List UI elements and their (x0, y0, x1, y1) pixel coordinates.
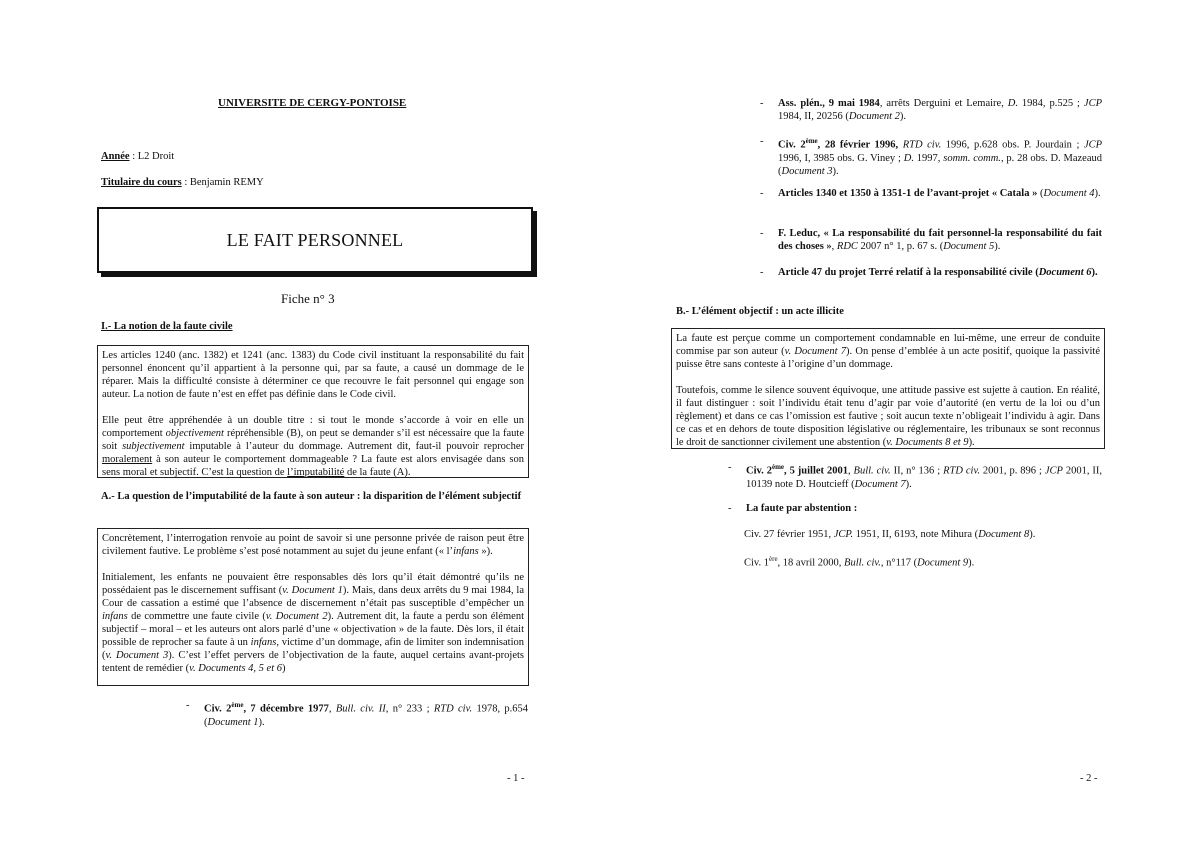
page-number-1: - 1 - (507, 773, 525, 784)
sectionB-heading: B.- L’élément objectif : un acte illicite (676, 306, 844, 317)
objectif-paragraph-2: Toutefois, comme le silence souvent équivoque, une attitude passive est sujette à caution. En réalité, il faut distinguer : soit l’individu était tenu d’agir par voie d’autorité (en vertu de la loi ou d’un règlement) et dans ce cas l’omission est fautive ; soit aucun texte n’obligeait l’individu à agir. Dans ce cas et en dehors de toute disposition législative ou réglementaire, les tribunaux se sont reconnus le droit de sanctionner civilement une abstention (v. Documents 8 et 9). (676, 385, 1100, 448)
imputabilite-paragraph-1: Concrètement, l’interrogation renvoie au point de savoir si une personne privée de raison peut être civilement fautive. Le problème s’est posé notamment au sujet du jeune enfant (« l’infans »). (102, 533, 524, 557)
sectionA-heading: A.- La question de l’imputabilité de la faute à son auteur : la disparition de l’élément subjectif (101, 491, 522, 502)
intro-paragraph-1: Les articles 1240 (anc. 1382) et 1241 (anc. 1383) du Code civil instituant la responsabilité du fait personnel énoncent qu’il appartient à la personne qui, par sa faute, a causé un dommage de le réparer. Mais la difficulté consiste à déterminer ce que recouvre le fait personnel qui engage son auteur. La notion de faute n’est en effet pas définie dans le Code civil. (102, 350, 524, 400)
bullet-dash: - (186, 700, 190, 711)
bullet-ass-plen-1984: - Ass. plén., 9 mai 1984, arrêts Derguini et Lemaire, D. 1984, p.525 ; JCP 1984, II, 20256 (Document 2). (760, 98, 1102, 122)
ref-civ-2000: Civ. 1ère, 18 avril 2000, Bull. civ., n°117 (Document 9). (744, 555, 975, 569)
annee-line (101, 150, 174, 163)
bullet-faute-abstention: - La faute par abstention : (728, 503, 858, 514)
titulaire-label: Titulaire du cours (101, 177, 182, 188)
element-objectif-box (671, 328, 1105, 449)
title-box (97, 207, 533, 273)
document-title: LE FAIT PERSONNEL (226, 229, 404, 250)
bullet-civ-2001: - Civ. 2ème, 5 juillet 2001, Bull. civ. II, n° 136 ; RTD civ. 2001, p. 896 ; JCP 2001, II, 10139 note D. Houtcieff (Document 7). (728, 462, 1103, 490)
page-number-2: - 2 - (1080, 773, 1098, 784)
fiche-number: Fiche n° 3 (281, 291, 335, 306)
titulaire-value: : Benjamin REMY (181, 177, 264, 188)
intro-paragraph-2: Elle peut être appréhendée à un double titre : si tout le monde s’accorde à voir en elle un comportement objectivement répréhensible (B), on peut se demander s’il est nécessaire que la faute soit subjectivement imputable à l’auteur du dommage. Autrement dit, faut-il pouvoir reprocher moralement à son auteur le comportement dommageable ? La faute est alors envisagée dans son sens moral et subjectif. C’est la question de l’imputabilité de la faute (A). (102, 415, 525, 478)
bullet-text: Civ. 2ème, 7 décembre 1977, Bull. civ. II, n° 233 ; RTD civ. 1978, p.654 (Document 1). (204, 701, 529, 728)
bullet-civ-1977 (186, 699, 528, 729)
titulaire-line (101, 176, 264, 189)
imputabilite-box (97, 528, 529, 686)
intro-box (97, 345, 529, 478)
objectif-paragraph-1: La faute est perçue comme un comportement condamnable en lui-même, une erreur de conduite commise par son auteur (v. Document 7). On pense d’emblée à un acte positif, quoique la passivité puisse être sans conteste à l’origine d’un dommage. (676, 333, 1100, 370)
university-name: UNIVERSITE DE CERGY-PONTOISE (218, 97, 407, 109)
annee-value: : L2 Droit (129, 151, 175, 162)
bullet-catala: - Articles 1340 et 1350 à 1351-1 de l’avant-projet « Catala » (Document 4). (760, 188, 1101, 199)
ref-civ-1951: Civ. 27 février 1951, JCP. 1951, II, 6193, note Mihura (Document 8). (744, 529, 1036, 540)
bullet-terre: - Article 47 du projet Terré relatif à la responsabilité civile (Document 6). (760, 267, 1098, 278)
annee-label: Année (101, 151, 130, 162)
section1-heading: I.- La notion de la faute civile (101, 321, 233, 332)
bullet-leduc: - F. Leduc, « La responsabilité du fait personnel-la responsabilité du fait des choses », RDC 2007 n° 1, p. 67 s. (Document 5). (760, 228, 1102, 252)
bullet-civ-1996: - Civ. 2ème, 28 février 1996, RTD civ. 1996, p.628 obs. P. Jourdain ; JCP 1996, I, 3985 obs. G. Viney ; D. 1997, somm. comm., p. 28 obs. D. Mazeaud (Document 3). (760, 136, 1103, 177)
imputabilite-paragraph-2: Initialement, les enfants ne pouvaient être responsables dès lors qu’il était démontré qu’ils ne possédaient pas le discernement suffisant (v. Document 1). Mais, dans deux arrêts du 9 mai 1984, la Cour de cassation a estimé que l’absence de discernement n’était pas susceptible d’empêcher un infans de commettre une faute civile (v. Document 2). Autrement dit, la faute a perdu son élément subjectif – moral – et les auteurs ont alors parlé d’une « objectivation » de la faute. Dès lors, il était possible de reprocher sa faute à un infans, victime d’un dommage, afin de limiter son indemnisation (v. Document 3). C’est l’effet pervers de l’objectivation de la faute, auquel certains avant-projets tentent de remédier (v. Documents 4, 5 et 6) (102, 572, 524, 674)
